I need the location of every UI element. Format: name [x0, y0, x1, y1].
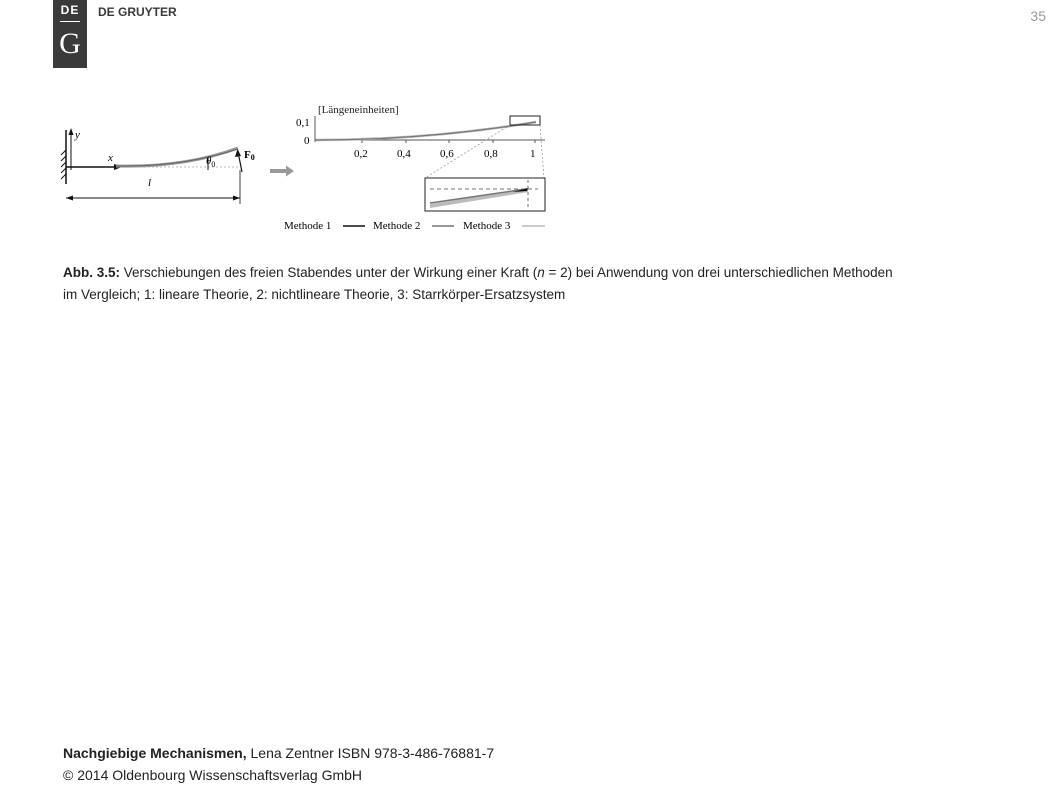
y-tick-label: 0,1: [296, 117, 310, 129]
legend-method-2-label: Methode 2: [373, 220, 421, 232]
curve-method-3: [316, 122, 536, 140]
caption-variable-n: n: [537, 265, 545, 280]
logo-top-text: DE: [60, 3, 80, 17]
angle-label: $\theta_0$: [206, 155, 216, 169]
page-number: 35: [1030, 8, 1046, 24]
x-tick-label: 1: [530, 148, 536, 160]
y-axis-label: y: [75, 129, 80, 141]
x-tick-label: 0,4: [397, 148, 411, 160]
page-footer: [63, 742, 494, 786]
figure-3-5: [58, 100, 558, 240]
y-tick-label: 0: [304, 135, 310, 147]
caption-text-part2: = 2) bei Anwendung von drei unterschiedlichen Methoden im Vergleich; 1: lineare Theorie, 2: nichtlineare Theorie, 3: Starrkörper-Ersatzsystem: [63, 265, 893, 302]
footer-author-isbn: Lena Zentner ISBN 978-3-486-76881-7: [246, 745, 495, 761]
length-label: l: [148, 177, 152, 189]
caption-label: Abb. 3.5:: [63, 265, 121, 280]
footer-book-title: Nachgiebige Mechanismen,: [63, 745, 247, 761]
deformed-beam: [116, 148, 238, 166]
figure-caption: [63, 262, 903, 306]
transition-arrow: [270, 166, 294, 177]
x-tick-label: 0,2: [354, 148, 368, 160]
footer-book-info: [63, 742, 494, 764]
legend-method-3-label: Methode 3: [463, 220, 511, 232]
plot-legend: [284, 220, 545, 232]
publisher-name: DE GRUYTER: [98, 5, 177, 19]
unit-label: [Längeneinheiten]: [318, 104, 399, 116]
displacement-plot: [296, 104, 545, 211]
caption-text-part1: Verschiebungen des freien Stabendes unter der Wirkung einer Kraft (: [120, 265, 538, 280]
publisher-logo: [53, 0, 87, 68]
footer-copyright: © 2014 Oldenbourg Wissenschaftsverlag GmbH: [63, 767, 363, 783]
x-tick-label: 0,6: [440, 148, 454, 160]
beam-diagram: [61, 128, 255, 204]
x-tick-label: 0,8: [484, 148, 498, 160]
x-axis-label: x: [108, 152, 113, 164]
curve-method-2: [316, 122, 536, 140]
logo-divider: [60, 21, 80, 22]
logo-bottom-text: G: [59, 27, 81, 60]
force-label: F0: [244, 149, 255, 162]
legend-method-1-label: Methode 1: [284, 220, 332, 232]
